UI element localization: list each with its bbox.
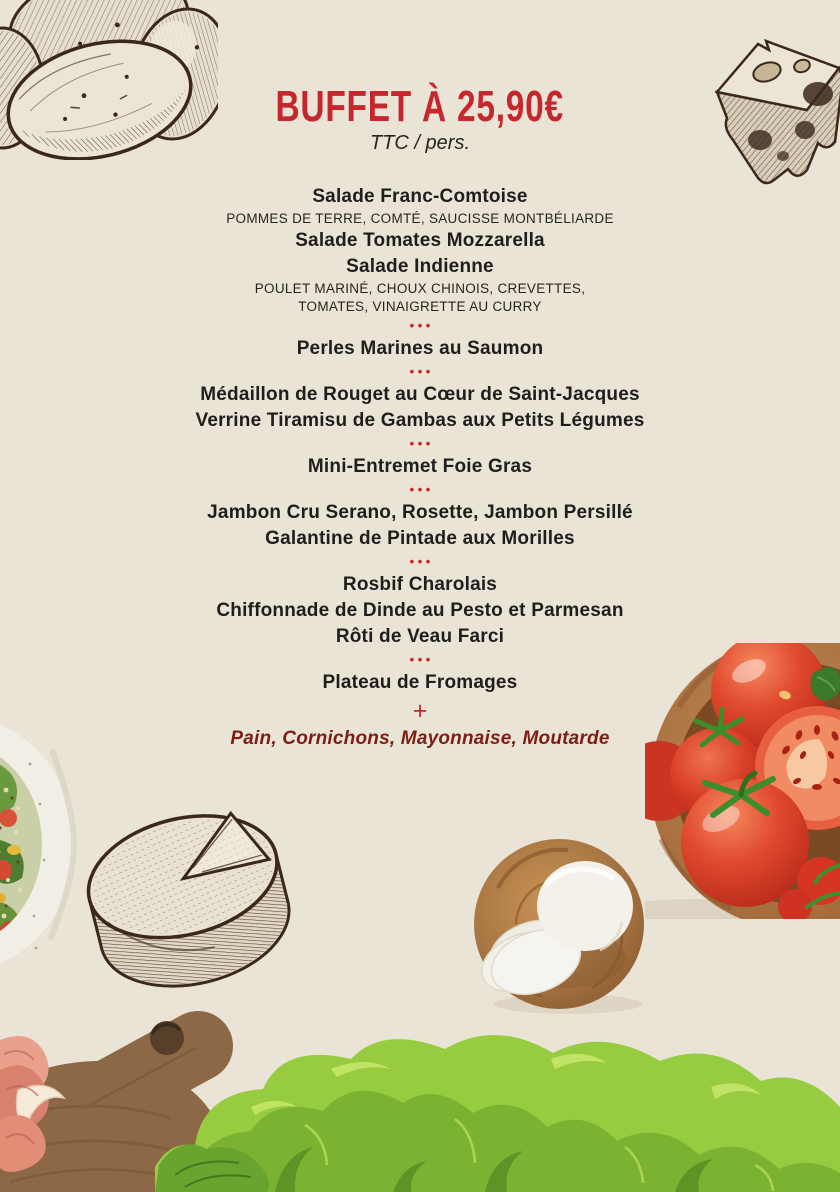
course-separator: ••• [409,554,434,569]
menu-extras: Pain, Cornichons, Mayonnaise, Moutarde [230,728,610,749]
course-separator: ••• [409,318,434,333]
course-separator: ••• [409,652,434,667]
menu-item-description: POMMES DE TERRE, COMTÉ, SAUCISSE MONTBÉLIARDE [226,211,614,226]
course-separator: ••• [409,364,434,379]
menu-item: Salade Tomates Mozzarella [295,230,545,251]
lettuce-photo [155,1015,840,1192]
menu-list [0,184,840,752]
course-separator: ••• [409,482,434,497]
menu-item: Salade Indienne [346,256,494,277]
menu-item: Salade Franc-Comtoise [312,186,528,207]
menu-item: Perles Marines au Saumon [296,338,544,359]
mozzarella-bowl-photo [472,838,648,1014]
menu-item: Plateau de Fromages [322,672,518,693]
menu-item: Jambon Cru Serano, Rosette, Jambon Persillé [207,502,633,523]
quinoa-salad-bowl-photo [0,720,78,968]
menu-header [0,84,840,155]
menu-item: Verrine Tiramisu de Gambas aux Petits Légumes [195,410,645,431]
menu-item: Rosbif Charolais [342,574,498,595]
menu-item: Chiffonnade de Dinde au Pesto et Parmesan [216,600,624,621]
page-title: BUFFET À 25,90€ [275,82,565,131]
plus-sign: + [412,697,428,725]
menu-item-description: TOMATES, VINAIGRETTE AU CURRY [298,299,542,314]
course-separator: ••• [409,436,434,451]
menu-item-description: POULET MARINÉ, CHOUX CHINOIS, CREVETTES, [254,281,586,296]
cheese-wheel-illustration [83,792,295,1008]
menu-item: Rôti de Veau Farci [335,626,505,647]
menu-item: Galantine de Pintade aux Morilles [265,528,575,549]
menu-item: Médaillon de Rouget au Cœur de Saint-Jacques [200,384,640,405]
ham-cutting-board-photo [0,998,290,1192]
price-subtitle: TTC / pers. [369,132,470,154]
menu-item: Mini-Entremet Foie Gras [307,456,533,477]
